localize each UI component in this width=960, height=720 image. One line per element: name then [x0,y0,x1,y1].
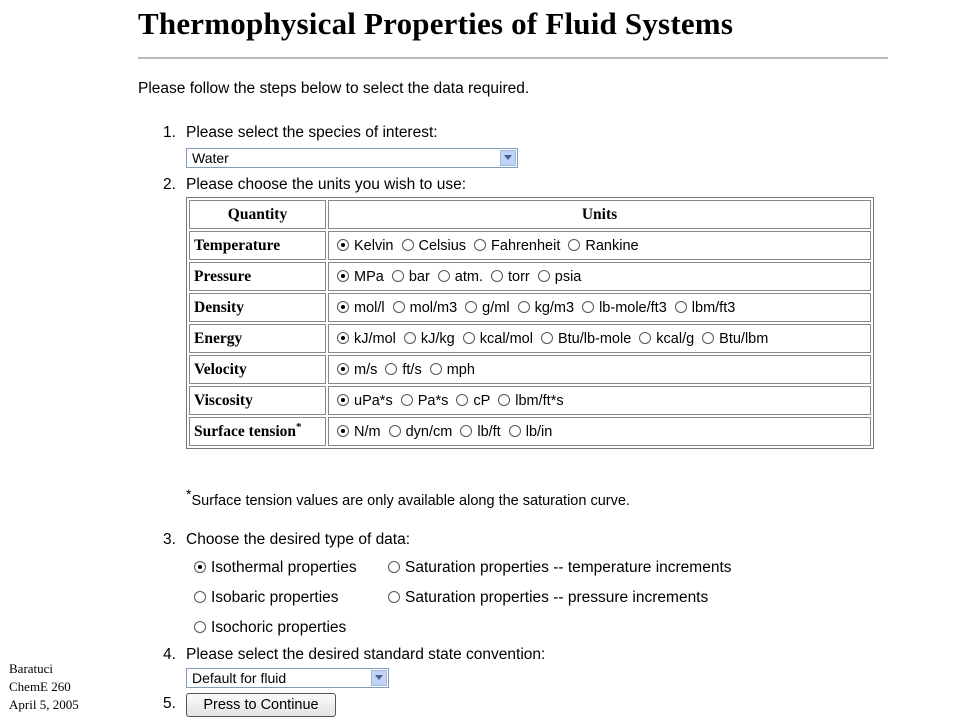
quantity-label: Viscosity [194,391,253,409]
unit-radio[interactable] [582,301,594,313]
step-3-number: 3. [163,531,176,548]
unit-option[interactable] [534,269,582,285]
unit-option[interactable] [456,424,500,440]
type-sat-pres-label: Saturation properties -- pressure increments [405,589,709,606]
unit-radio[interactable] [702,332,714,344]
unit-radio[interactable] [389,425,401,437]
units-options-cell [328,262,871,291]
unit-radio[interactable] [337,425,349,437]
quantity-cell [189,231,326,260]
unit-option[interactable] [452,393,490,409]
unit-radio[interactable] [337,239,349,251]
unit-radio[interactable] [465,301,477,313]
units-options-cell [328,355,871,384]
unit-option[interactable] [333,393,393,409]
unit-option[interactable] [397,393,449,409]
standard-state-value: Default for fluid [192,670,287,686]
quantity-label: Pressure [194,267,252,285]
species-select-value: Water [192,150,229,166]
units-options-cell [328,417,871,446]
standard-state-select[interactable] [186,668,389,688]
unit-radio[interactable] [438,270,450,282]
unit-option[interactable] [333,269,384,285]
units-header: Units [328,200,871,229]
unit-option-label: Kelvin [354,237,394,254]
units-row [189,293,871,322]
unit-option-label: lbm/ft3 [691,299,736,316]
units-row [189,324,871,353]
unit-radio[interactable] [402,239,414,251]
footer-date: April 5, 2005 [9,697,79,712]
unit-option-label: Btu/lb-mole [557,330,632,347]
quantity-label: Density [194,298,244,316]
unit-option[interactable] [333,424,381,440]
unit-radio[interactable] [639,332,651,344]
unit-option-label: g/ml [482,299,510,316]
unit-option-label: mol/m3 [409,299,458,316]
unit-option[interactable] [671,300,736,316]
unit-radio[interactable] [456,394,468,406]
unit-option-label: lb/in [525,423,553,440]
quantity-cell [189,386,326,415]
type-sat-temp-label: Saturation properties -- temperature increments [405,559,732,576]
title-divider [138,57,888,59]
quantity-cell [189,355,326,384]
unit-option-label: mph [446,361,475,378]
quantity-label: Energy [194,329,243,347]
unit-option-label: uPa*s [354,392,393,409]
footer-author: Baratuci [9,661,54,676]
unit-radio[interactable] [337,363,349,375]
unit-option[interactable] [333,238,394,254]
units-options-cell [328,324,871,353]
step-5-number: 5. [163,695,176,712]
unit-option[interactable] [514,300,575,316]
units-row [189,417,871,446]
unit-option[interactable] [381,362,421,378]
unit-option[interactable] [537,331,631,347]
units-row [189,231,871,260]
unit-option-label: Rankine [585,237,639,254]
unit-option[interactable] [389,300,458,316]
unit-option[interactable] [333,300,385,316]
unit-option[interactable] [459,331,533,347]
intro-text: Please follow the steps below to select the data required. [138,80,530,97]
unit-option-label: Celsius [418,237,467,254]
unit-option-label: kcal/g [656,330,695,347]
units-row [189,262,871,291]
type-sat-temp[interactable] [384,559,732,577]
unit-option-label: cP [473,392,491,409]
radio-isobaric[interactable] [194,591,206,603]
unit-option-label: kJ/kg [420,330,455,347]
unit-radio[interactable] [337,301,349,313]
units-options-cell [328,386,871,415]
unit-option-label: lbm/ft*s [515,392,564,409]
unit-option-label: kcal/mol [479,330,533,347]
unit-option[interactable] [487,269,530,285]
asterisk-marker: * [296,421,302,434]
type-isobaric-label: Isobaric properties [211,589,339,606]
quantity-cell [189,417,326,446]
quantity-header: Quantity [189,200,326,229]
unit-option-label: ft/s [402,361,422,378]
units-row [189,386,871,415]
radio-isothermal[interactable] [194,561,206,573]
unit-radio[interactable] [463,332,475,344]
footnote-asterisk: * [186,486,192,502]
unit-option[interactable] [426,362,475,378]
unit-option[interactable] [505,424,553,440]
unit-radio[interactable] [392,270,404,282]
type-isothermal[interactable] [190,559,357,577]
unit-option-label: lb/ft [477,423,501,440]
unit-radio[interactable] [518,301,530,313]
step-1-label: Please select the species of interest: [186,124,438,141]
unit-radio[interactable] [491,270,503,282]
unit-option-label: Pa*s [417,392,449,409]
unit-option[interactable] [461,300,509,316]
unit-radio[interactable] [404,332,416,344]
unit-option[interactable] [333,331,396,347]
continue-button[interactable]: Press to Continue [186,693,336,717]
unit-option[interactable] [385,424,453,440]
unit-radio[interactable] [430,363,442,375]
unit-option-label: Btu/lbm [719,330,769,347]
unit-radio[interactable] [401,394,413,406]
unit-option[interactable] [564,238,638,254]
units-row [189,355,871,384]
radio-sat-temp[interactable] [388,561,400,573]
unit-option-label: lb-mole/ft3 [599,299,667,316]
unit-radio[interactable] [393,301,405,313]
unit-radio[interactable] [568,239,580,251]
page-title: Thermophysical Properties of Fluid Systems [138,6,734,41]
unit-option-label: m/s [354,361,378,378]
unit-option[interactable] [578,300,667,316]
unit-radio[interactable] [509,425,521,437]
chevron-down-icon[interactable] [371,670,387,686]
footer-course: ChemE 260 [9,679,71,694]
type-isochoric[interactable] [190,619,346,637]
step-4-label: Please select the desired standard state convention: [186,646,546,663]
unit-option-label: torr [508,268,530,285]
unit-radio[interactable] [538,270,550,282]
unit-option-label: Fahrenheit [491,237,561,254]
quantity-cell [189,324,326,353]
footnote-text: Surface tension values are only available along the saturation curve. [191,492,630,509]
quantity-label: Temperature [194,236,281,254]
unit-option-label: kg/m3 [534,299,575,316]
units-options-cell [328,231,871,260]
units-table [186,197,874,449]
unit-option-label: atm. [454,268,483,285]
step-1-number: 1. [163,124,176,141]
units-options-cell [328,293,871,322]
unit-option[interactable] [400,331,455,347]
type-isothermal-label: Isothermal properties [211,559,357,576]
chevron-down-icon[interactable] [500,150,516,166]
unit-option[interactable] [333,362,377,378]
quantity-cell [189,293,326,322]
unit-radio[interactable] [675,301,687,313]
step-3-label: Choose the desired type of data: [186,531,411,548]
radio-isochoric[interactable] [194,621,206,633]
unit-option-label: bar [408,268,430,285]
step-2-number: 2. [163,176,176,193]
unit-radio[interactable] [460,425,472,437]
unit-radio[interactable] [337,270,349,282]
type-isochoric-label: Isochoric properties [211,619,347,636]
unit-option-label: psia [554,268,582,285]
step-4-number: 4. [163,646,176,663]
quantity-cell [189,262,326,291]
radio-sat-pres[interactable] [388,591,400,603]
surface-tension-footnote [186,486,630,509]
unit-radio[interactable] [474,239,486,251]
unit-radio[interactable] [385,363,397,375]
unit-option[interactable] [470,238,560,254]
unit-option-label: N/m [354,423,381,440]
quantity-label: Velocity [194,360,247,378]
unit-radio[interactable] [498,394,510,406]
unit-option[interactable] [388,269,430,285]
species-select[interactable] [186,148,518,168]
unit-radio[interactable] [541,332,553,344]
unit-option-label: dyn/cm [405,423,453,440]
unit-option-label: mol/l [354,299,385,316]
unit-option-label: kJ/mol [354,330,396,347]
unit-option[interactable] [698,331,768,347]
step-2-label: Please choose the units you wish to use: [186,176,467,193]
unit-option[interactable] [434,269,483,285]
quantity-label: Surface tension [194,423,297,441]
type-sat-pres[interactable] [384,589,708,607]
unit-radio[interactable] [337,394,349,406]
unit-option[interactable] [635,331,694,347]
footer-credits [9,660,79,714]
unit-option-label: MPa [354,268,384,285]
unit-radio[interactable] [337,332,349,344]
unit-option[interactable] [398,238,467,254]
type-isobaric[interactable] [190,589,339,607]
unit-option[interactable] [494,393,563,409]
